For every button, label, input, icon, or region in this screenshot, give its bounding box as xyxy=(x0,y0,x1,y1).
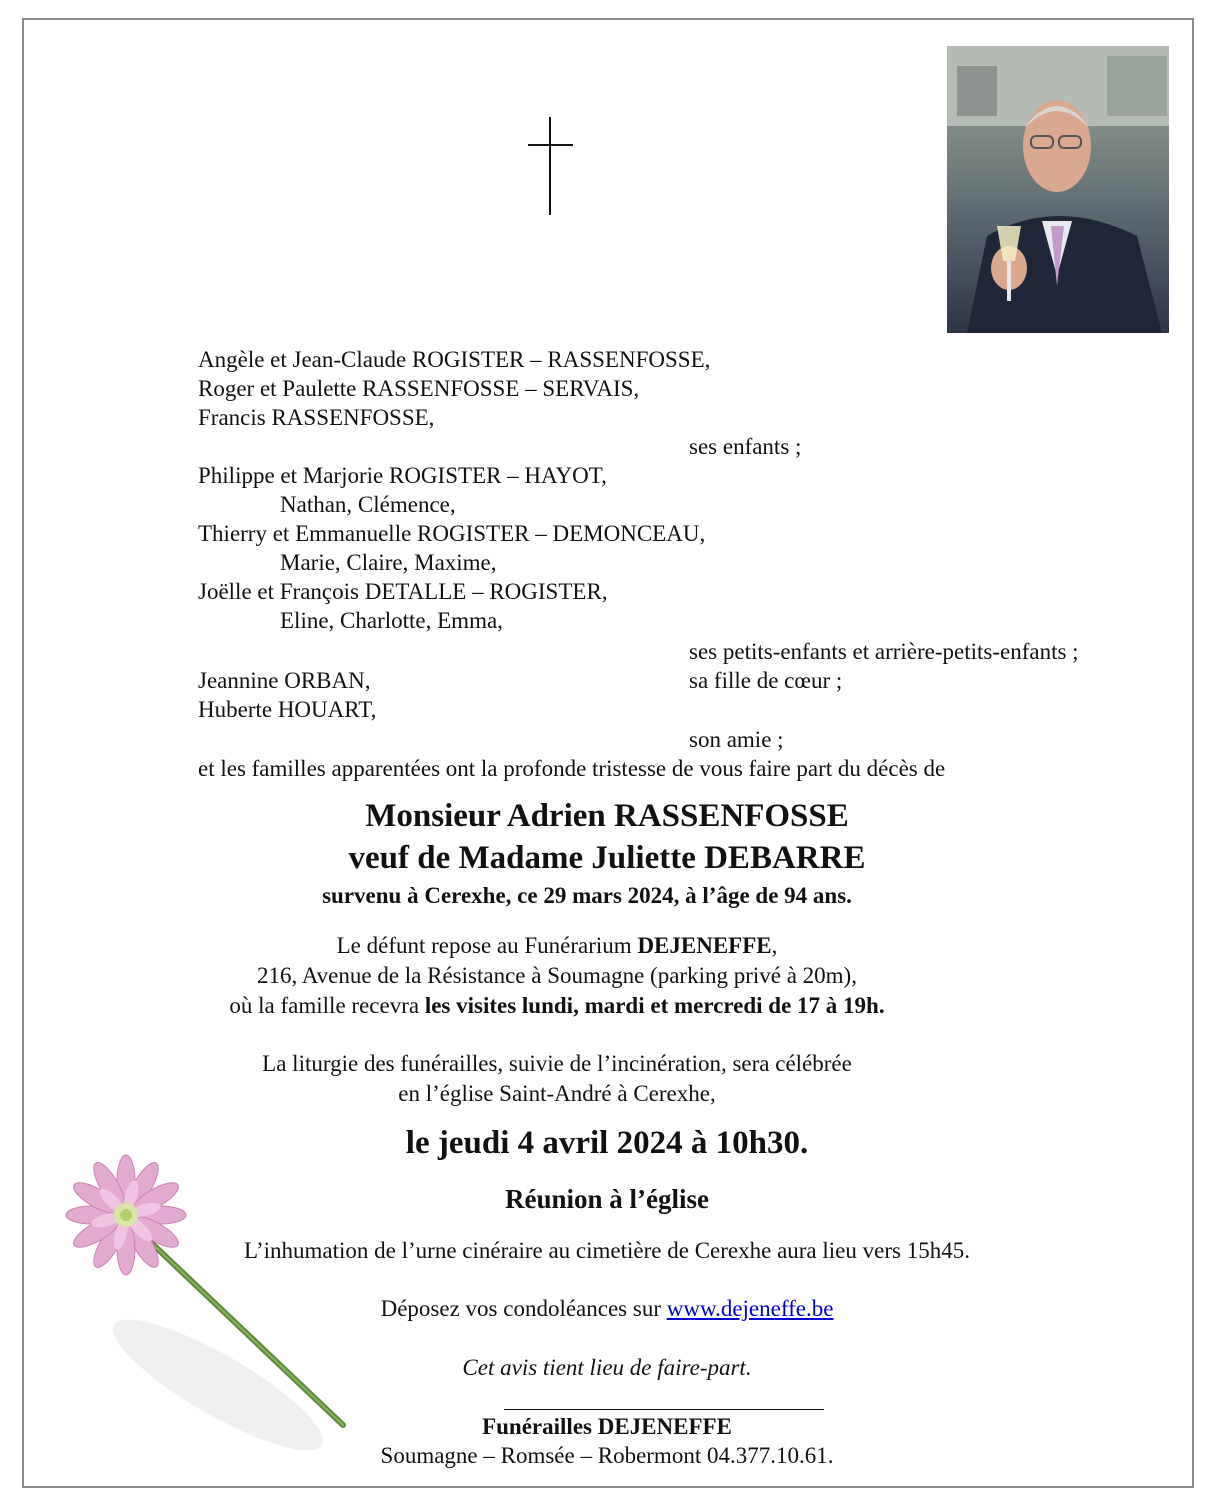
family-line: Huberte HOUART, xyxy=(198,697,377,722)
condolences-line: Déposez vos condoléances sur www.dejeneffe.be xyxy=(380,1296,834,1321)
family-line: Jeannine ORBAN, xyxy=(198,668,371,693)
family-role: sa fille de cœur ; xyxy=(689,668,843,693)
announcement-text: et les familles apparentées ont la profonde tristesse de vous faire part du décès de xyxy=(198,756,946,781)
visitation-line3: où la famille recevra les visites lundi, mardi et mercredi de 17 à 19h. xyxy=(229,993,885,1018)
family-line: Angèle et Jean-Claude ROGISTER – RASSENFOSSE, xyxy=(198,347,711,372)
funeral-date: le jeudi 4 avril 2024 à 10h30. xyxy=(405,1125,809,1161)
family-line: Roger et Paulette RASSENFOSSE – SERVAIS, xyxy=(198,376,640,401)
divider xyxy=(504,1409,824,1410)
death-details: survenu à Cerexhe, ce 29 mars 2024, à l’âge de 94 ans. xyxy=(322,883,852,908)
liturgy-line2: en l’église Saint-André à Cerexhe, xyxy=(398,1081,716,1106)
family-line: Thierry et Emmanuelle ROGISTER – DEMONCEAU, xyxy=(198,521,706,546)
family-role: son amie ; xyxy=(689,727,784,752)
condolences-link[interactable]: www.dejeneffe.be xyxy=(666,1296,834,1321)
liturgy-line1: La liturgie des funérailles, suivie de l’incinération, sera célébrée xyxy=(262,1051,852,1076)
family-line: Philippe et Marjorie ROGISTER – HAYOT, xyxy=(198,463,607,488)
notice-text: Cet avis tient lieu de faire-part. xyxy=(462,1355,752,1380)
deceased-widower: veuf de Madame Juliette DEBARRE xyxy=(348,840,866,876)
burial-info: L’inhumation de l’urne cinéraire au cimetière de Cerexhe aura lieu vers 15h45. xyxy=(244,1238,970,1263)
deceased-name: Monsieur Adrien RASSENFOSSE xyxy=(365,798,849,834)
portrait-photo xyxy=(947,46,1169,333)
visitation-line1: Le défunt repose au Funérarium DEJENEFFE, xyxy=(336,933,778,958)
flower-icon xyxy=(48,1150,368,1450)
family-line: Eline, Charlotte, Emma, xyxy=(280,608,503,633)
visitation-line2: 216, Avenue de la Résistance à Soumagne (parking privé à 20m), xyxy=(257,963,857,988)
meeting-place: Réunion à l’église xyxy=(504,1184,709,1214)
footer-company: Funérailles DEJENEFFE xyxy=(482,1414,732,1439)
family-line: Joëlle et François DETALLE – ROGISTER, xyxy=(198,579,608,604)
family-line: Marie, Claire, Maxime, xyxy=(280,550,497,575)
family-role: ses enfants ; xyxy=(689,434,802,459)
family-line: Francis RASSENFOSSE, xyxy=(198,405,435,430)
footer-address: Soumagne – Romsée – Robermont 04.377.10.61. xyxy=(380,1443,834,1468)
family-role: ses petits-enfants et arrière-petits-enfants ; xyxy=(689,639,1079,664)
family-line: Nathan, Clémence, xyxy=(280,492,456,517)
